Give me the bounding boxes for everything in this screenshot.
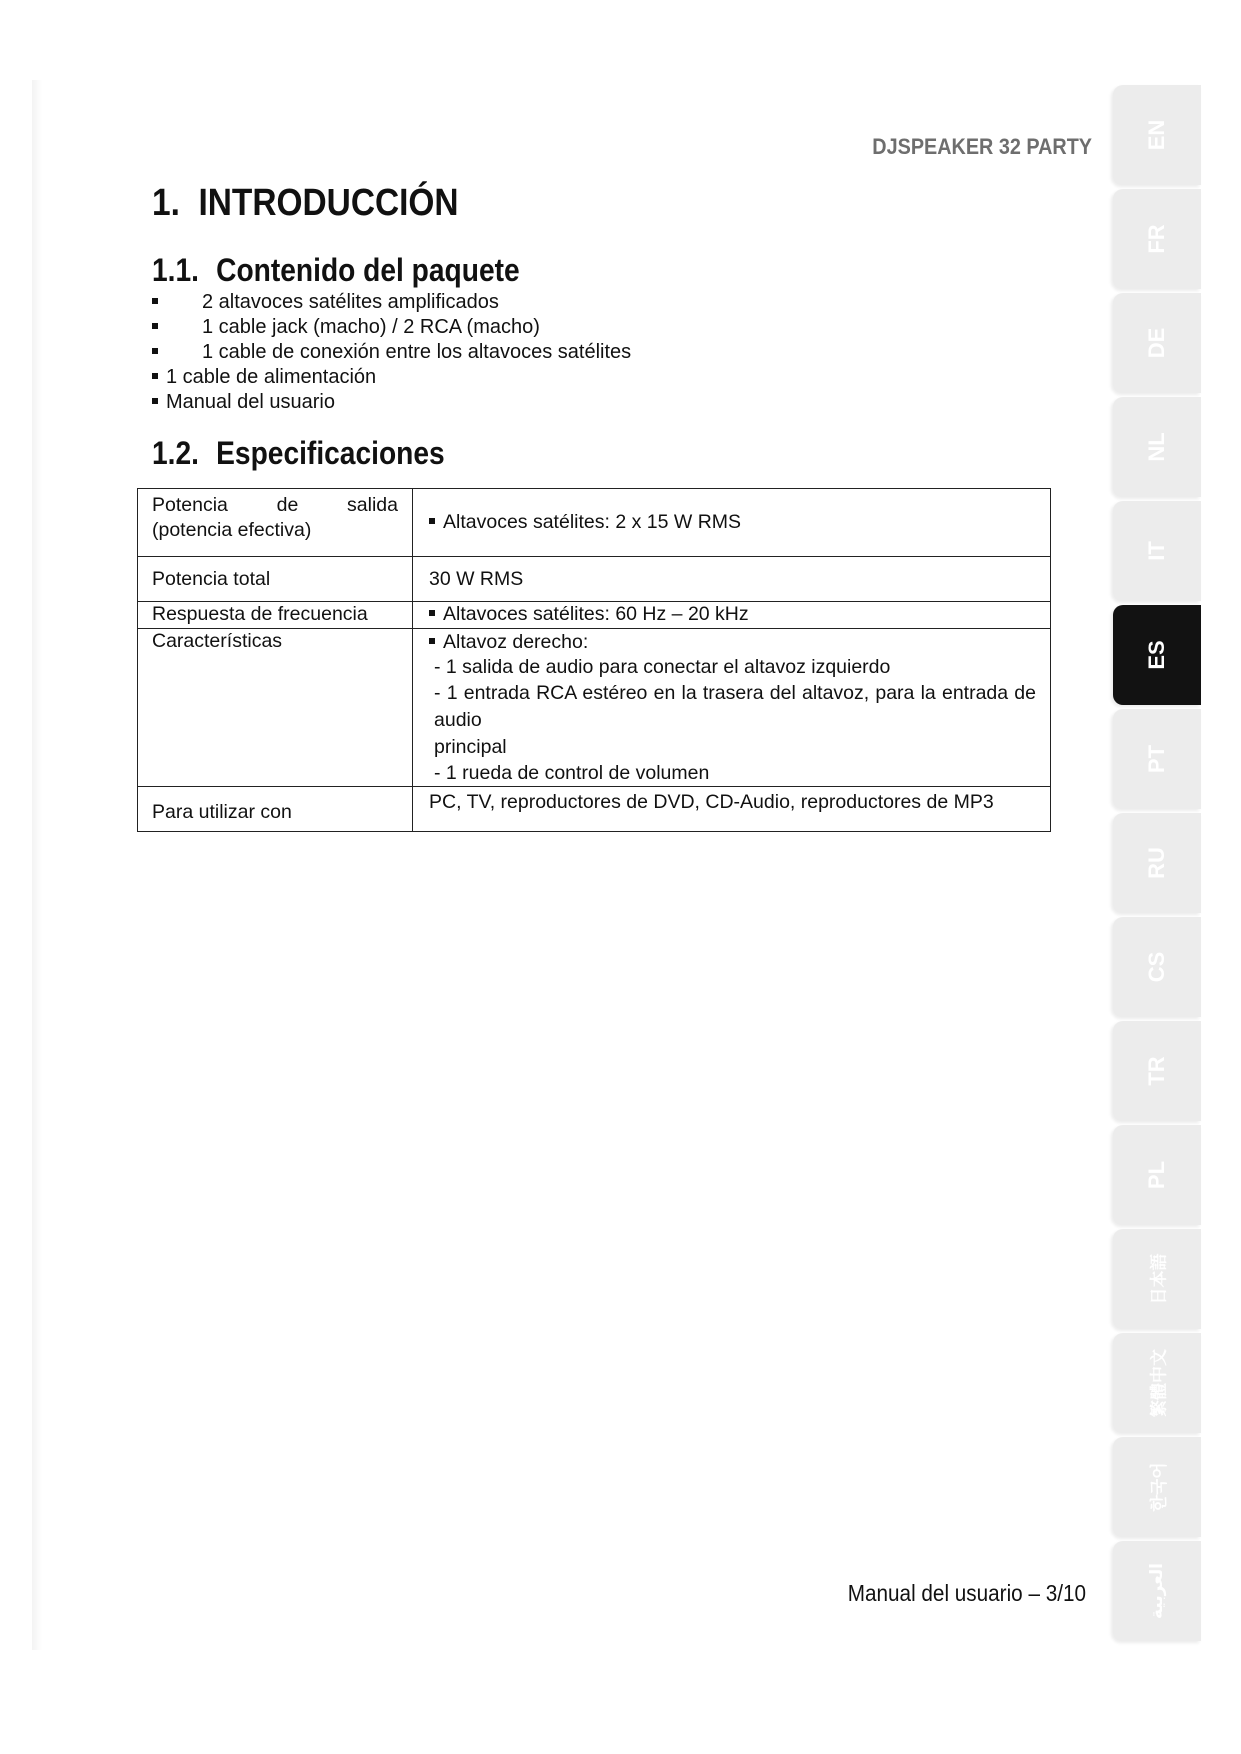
table-row [138, 602, 1051, 629]
specifications-table [137, 488, 1051, 832]
spec-value: Altavoces satélites: 60 Hz – 20 kHz [413, 602, 1051, 629]
header-product-name: DJSPEAKER 32 PARTY [872, 134, 1092, 159]
table-row [138, 489, 1051, 557]
subsection-title: Especificaciones [216, 435, 445, 471]
tab-ar[interactable]: العربية [1113, 1541, 1201, 1641]
footer-page-info: Manual del usuario – 3/10 [847, 1580, 1086, 1606]
spec-label: Características [138, 629, 413, 787]
bullet-square-icon [152, 298, 158, 304]
tab-it[interactable]: IT [1113, 501, 1201, 601]
spec-label: Potencia de salida (potencia efectiva) [138, 489, 413, 557]
spec-value: 30 W RMS [413, 557, 1051, 602]
tab-pt[interactable]: PT [1113, 709, 1201, 809]
subsection-number: 1.2. [152, 435, 199, 471]
bullet-square-icon [429, 638, 435, 644]
tab-en[interactable]: EN [1113, 85, 1201, 185]
bullet-square-icon [152, 398, 158, 404]
tab-es[interactable]: ES [1113, 605, 1201, 705]
list-item: Manual del usuario [152, 390, 631, 415]
tab-pl[interactable]: PL [1113, 1125, 1201, 1225]
table-row [138, 629, 1051, 787]
spec-value: Altavoces satélites: 2 x 15 W RMS [413, 489, 1051, 557]
subsection-number: 1.1. [152, 252, 199, 288]
tab-zh-tw[interactable]: 繁體中文 [1113, 1333, 1201, 1433]
tab-nl[interactable]: NL [1113, 397, 1201, 497]
section-number: 1. [152, 182, 180, 224]
spec-label: Para utilizar con [138, 787, 413, 832]
bullet-square-icon [152, 323, 158, 329]
list-item: 1 cable de conexión entre los altavoces satélites [152, 340, 631, 365]
tab-ja[interactable]: 日本語 [1113, 1229, 1201, 1329]
spec-value: PC, TV, reproductores de DVD, CD-Audio, reproductores de MP3 [413, 787, 1051, 832]
tab-tr[interactable]: TR [1113, 1021, 1201, 1121]
tab-ru[interactable]: RU [1113, 813, 1201, 913]
list-item: 1 cable jack (macho) / 2 RCA (macho) [152, 315, 631, 340]
spec-label: Potencia total [138, 557, 413, 602]
table-row [138, 557, 1051, 602]
subsection-title: Contenido del paquete [216, 252, 520, 288]
section-heading-introduccion [152, 182, 459, 225]
subsection-heading-especificaciones [152, 435, 445, 472]
list-item: 1 cable de alimentación [152, 365, 631, 390]
section-title: INTRODUCCIÓN [198, 182, 459, 224]
package-contents-list [152, 290, 631, 415]
spec-value: Altavoz derecho: - 1 salida de audio para conectar el altavoz izquierdo - 1 entrada RCA estéreo en la trasera del altavoz, para la entrada de audio principal - 1 rueda de control de volumen [413, 629, 1051, 787]
bullet-square-icon [429, 518, 435, 524]
bullet-square-icon [152, 348, 158, 354]
table-row [138, 787, 1051, 832]
tab-de[interactable]: DE [1113, 293, 1201, 393]
tab-cs[interactable]: CS [1113, 917, 1201, 1017]
bullet-square-icon [429, 610, 435, 616]
tab-ko[interactable]: 한국어 [1113, 1437, 1201, 1537]
tab-fr[interactable]: FR [1113, 189, 1201, 289]
list-item: 2 altavoces satélites amplificados [152, 290, 631, 315]
bullet-square-icon [152, 373, 158, 379]
subsection-heading-contenido [152, 252, 520, 289]
spec-label: Respuesta de frecuencia [138, 602, 413, 629]
page-edge-shadow [32, 80, 42, 1650]
